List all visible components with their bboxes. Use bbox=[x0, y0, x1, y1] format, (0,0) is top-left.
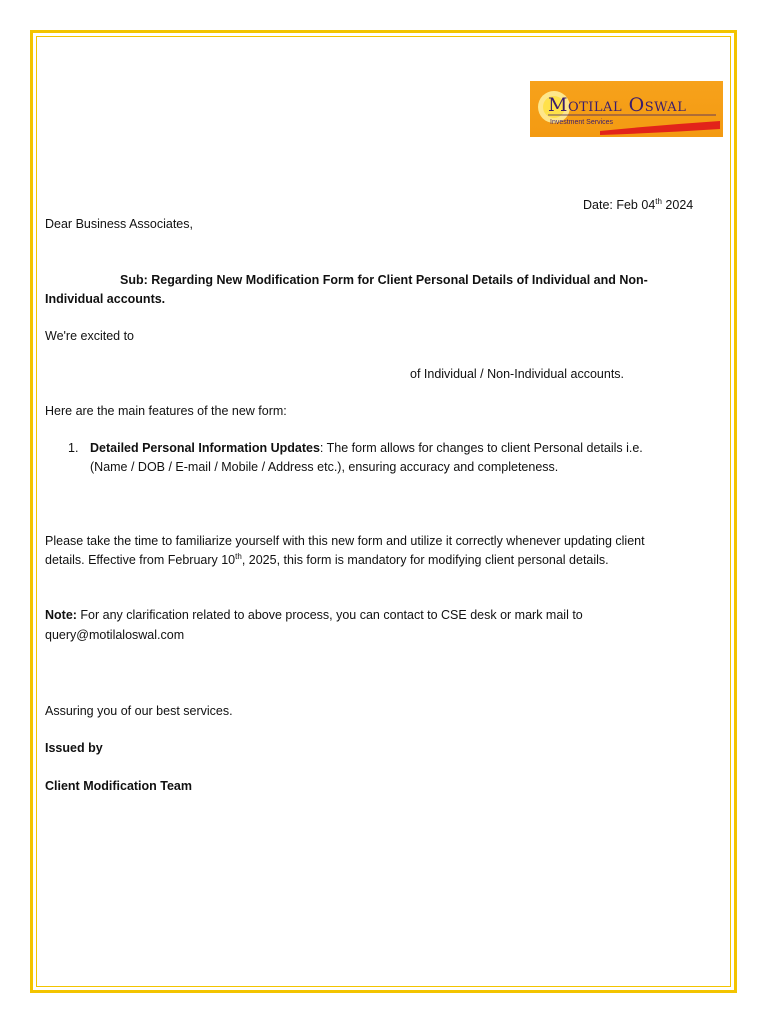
letter-date bbox=[583, 196, 693, 215]
note-label: Note: bbox=[45, 608, 77, 622]
logo-tagline: Investment Services bbox=[550, 119, 614, 126]
closing-text: Assuring you of our best services. bbox=[45, 704, 233, 718]
note-line-1 bbox=[45, 606, 583, 625]
intro-text: We're excited to bbox=[45, 329, 135, 343]
instructions-ordinal: th bbox=[235, 551, 242, 561]
salutation: Dear Business Associates, bbox=[45, 217, 193, 231]
note-text: For any clarification related to above process, you can contact to CSE desk or mark mail to bbox=[76, 608, 583, 622]
page-border-inner bbox=[36, 36, 731, 987]
motilal-oswal-logo bbox=[530, 81, 723, 137]
instructions-line-2 bbox=[45, 551, 609, 570]
issued-by: Issued by bbox=[45, 741, 103, 755]
date-year: 2024 bbox=[661, 198, 694, 212]
feature-item-line-2: (Name / DOB / E-mail / Mobile / Address etc.), ensuring accuracy and completeness. bbox=[90, 460, 559, 474]
instructions-text-end: , 2025, this form is mandatory for modifying client personal details. bbox=[241, 553, 609, 567]
date-ordinal: th bbox=[655, 196, 662, 206]
instructions-text: details. Effective from February 10 bbox=[45, 553, 236, 567]
feature-item-line-1 bbox=[90, 439, 643, 458]
feature-number: 1. bbox=[68, 441, 79, 455]
intro-continued-text: of Individual / Non-Individual accounts. bbox=[410, 367, 625, 381]
subject-line-2: Individual accounts. bbox=[45, 292, 166, 306]
feature-text: : The form allows for changes to client Personal details i.e. bbox=[319, 441, 643, 455]
instructions-line-1: Please take the time to familiarize yourself with this new form and utilize it correctly whenever updating client bbox=[45, 534, 645, 548]
note-email: query@motilaloswal.com bbox=[45, 628, 185, 642]
subject-line-1: Sub: Regarding New Modification Form for Client Personal Details of Individual and Non- bbox=[120, 273, 648, 287]
date-text: Date: Feb 04 bbox=[583, 198, 656, 212]
features-heading: Here are the main features of the new form: bbox=[45, 404, 287, 418]
feature-title: Detailed Personal Information Updates bbox=[90, 441, 320, 455]
team-name: Client Modification Team bbox=[45, 779, 192, 793]
logo-brand-name: Motilal Oswal bbox=[548, 94, 687, 116]
